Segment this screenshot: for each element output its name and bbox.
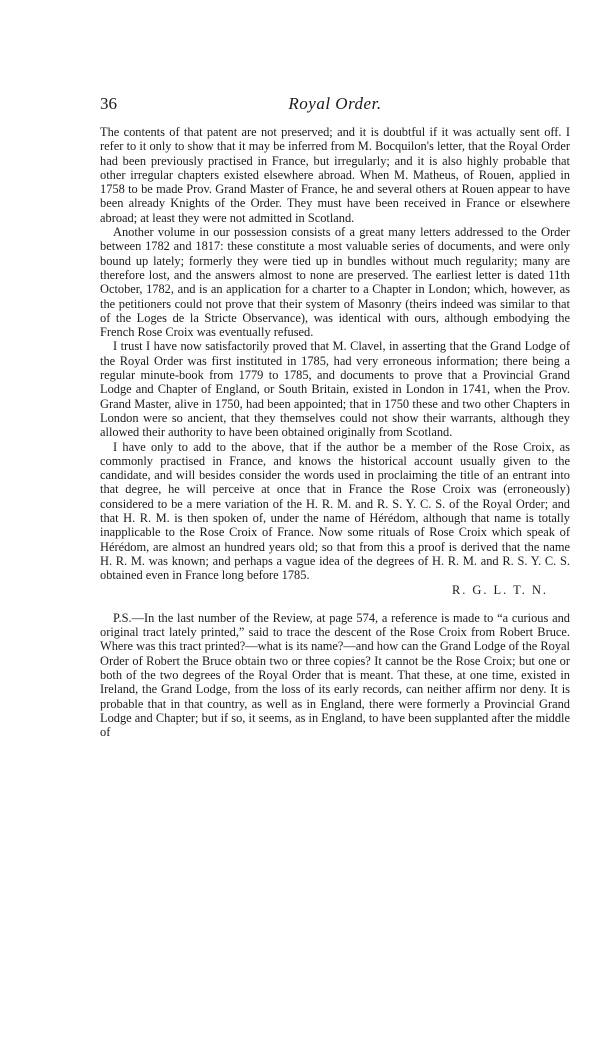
book-page bbox=[100, 0, 572, 1037]
body-text bbox=[100, 125, 570, 739]
paragraph: Another volume in our possession consists of a great many letters addressed to the Order between 1782 and 1817: these constitute a most valuable series of documents, and were only bound up lately; formerly they were tied up in bundles without much regularity; many are therefore lost, and the answers almost to none are preserved. The earliest letter is dated 11th October, 1782, and is an application for a charter to a Chapter in London; which, however, as the petitioners could not prove that their system of Masonry (theirs indeed was similar to that of the Loges de la Stricte Observance), was identical with ours, although embodying the French Rose Croix was eventually refused. bbox=[100, 225, 570, 340]
postscript: P.S.—In the last number of the Review, at page 574, a reference is made to “a curious and original tract lately printed,” said to trace the descent of the Rose Croix from Robert Bruce. Where was this tract printed?—what is its name?—and how can the Grand Lodge of the Royal Order of Robert the Bruce obtain two or three copies? It cannot be the Rose Croix; but one or both of the two degrees of the Royal Order that is meant. That these, at one time, existed in Ireland, the Grand Lodge, from the loss of its early records, can neither affirm nor deny. It is probable that in that country, as well as in England, there were formerly a Provincial Grand Lodge and Chapter; but if so, it seems, as in England, to have been supplanted after the middle of bbox=[100, 610, 570, 740]
author-signature: R. G. L. T. N. bbox=[451, 582, 548, 597]
page-number: 36 bbox=[100, 94, 117, 113]
page-header bbox=[100, 94, 570, 118]
paragraph: I trust I have now satisfactorily proved that M. Clavel, in asserting that the Grand Lodge of the Royal Order was first instituted in 1785, had very erroneous information; there being a regular minute-book from 1779 to 1785, and documents to prove that a Provincial Grand Lodge and Chapter of England, or South Britain, existed in London in 1741, when the Prov. Grand Master, alive in 1750, had been appointed; that in 1750 these and two other Chapters in London were so ancient, that they themselves could not show their warrants, although they allowed their authority to have been obtained originally from Scotland. bbox=[100, 339, 570, 440]
paragraph: I have only to add to the above, that if the author be a member of the Rose Croix, as commonly practised in France, and knows the historical account usually given to the candidate, and will besides consider the words used in proclaiming the title of an entrant into that degree, he will perceive at once that in France the Rose Croix was (erroneously) considered to be a mere variation of the H. R. M. and R. S. Y. C. S. of the Royal Order; and that H. R. M. is then spoken of, under the name of Hérédom, although that name is totally inapplicable to the Rose Croix of France. Now some rituals of Rose Croix which speak of Hérédom, are almost an hundred years old; so that from this a proof is derived that the name H. R. M. was known; and perhaps a vague idea of the degrees of H. R. M. and R. S. Y. C. S. obtained even in France long before 1785. bbox=[100, 439, 570, 583]
running-title: Royal Order. bbox=[288, 94, 382, 113]
paragraph: The contents of that patent are not preserved; and it is doubtful if it was actually sent off. I refer to it only to show that it may be inferred from M. Bocquilon's letter, that the Royal Order had been previously practised in France, but irregularly; and it is also highly probable that other irregular chapters existed elsewhere abroad. When M. Matheus, of Rouen, applied in 1758 to be made Prov. Grand Master of France, he and several others at Rouen appear to have been already Knights of the Order. They must have been received in France or elsewhere abroad; at least they were not admitted in Scotland. bbox=[100, 125, 570, 225]
